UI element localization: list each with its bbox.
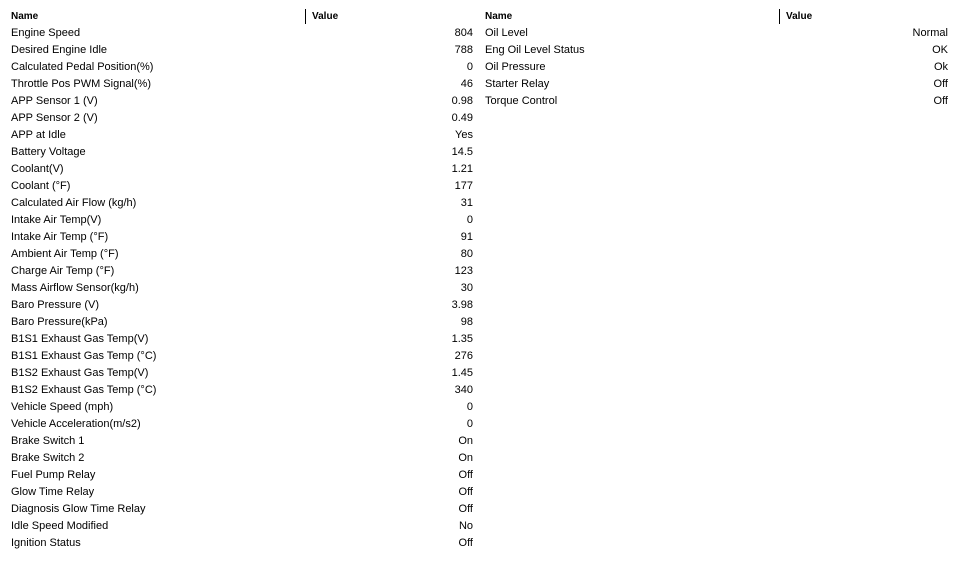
parameter-name: Brake Switch 1 <box>11 435 85 447</box>
table-row[interactable] <box>6 450 478 467</box>
parameter-name: APP at Idle <box>11 129 66 141</box>
table-row[interactable] <box>480 76 952 93</box>
parameter-name: B1S2 Exhaust Gas Temp(V) <box>11 367 149 379</box>
table-row[interactable] <box>6 331 478 348</box>
table-row[interactable] <box>6 110 478 127</box>
parameter-value: 340 <box>454 384 473 396</box>
table-row[interactable] <box>6 433 478 450</box>
parameter-name: APP Sensor 1 (V) <box>11 95 98 107</box>
parameter-value: 0 <box>466 418 473 430</box>
table-row[interactable] <box>6 195 478 212</box>
parameter-name: Ambient Air Temp (°F) <box>11 248 119 260</box>
parameter-value: 0.98 <box>451 95 473 107</box>
right-table-body <box>480 25 952 110</box>
table-row[interactable] <box>480 59 952 76</box>
table-row[interactable] <box>6 263 478 280</box>
value-column-header[interactable]: Value <box>786 11 813 22</box>
parameter-value: Off <box>458 486 473 498</box>
parameter-value: 14.5 <box>451 146 473 158</box>
table-row[interactable] <box>6 178 478 195</box>
parameter-value: 3.98 <box>451 299 473 311</box>
parameter-name: Oil Level <box>485 27 528 39</box>
parameter-name: B1S1 Exhaust Gas Temp(V) <box>11 333 149 345</box>
parameter-name: Mass Airflow Sensor(kg/h) <box>11 282 139 294</box>
parameter-value: Ok <box>933 61 948 73</box>
table-row[interactable] <box>6 42 478 59</box>
table-row[interactable] <box>6 246 478 263</box>
table-row[interactable] <box>6 297 478 314</box>
parameter-value: 46 <box>460 78 473 90</box>
parameter-value: 80 <box>460 248 473 260</box>
parameter-name: Charge Air Temp (°F) <box>11 265 115 277</box>
parameter-name: APP Sensor 2 (V) <box>11 112 98 124</box>
parameter-name: Brake Switch 2 <box>11 452 85 464</box>
parameter-value: 1.21 <box>451 163 473 175</box>
parameter-name: Vehicle Acceleration(m/s2) <box>11 418 141 430</box>
parameter-name: Calculated Pedal Position(%) <box>11 61 154 73</box>
table-row[interactable] <box>6 212 478 229</box>
parameter-name: Vehicle Speed (mph) <box>11 401 114 413</box>
table-row[interactable] <box>6 467 478 484</box>
parameter-value: On <box>458 452 473 464</box>
table-row[interactable] <box>6 365 478 382</box>
left-table-body <box>6 25 478 552</box>
parameter-value: 276 <box>454 350 473 362</box>
table-row[interactable] <box>6 399 478 416</box>
parameter-name: Throttle Pos PWM Signal(%) <box>11 78 151 90</box>
table-row[interactable] <box>6 93 478 110</box>
table-row[interactable] <box>6 314 478 331</box>
table-row[interactable] <box>6 25 478 42</box>
table-row[interactable] <box>6 76 478 93</box>
table-row[interactable] <box>6 280 478 297</box>
table-row[interactable] <box>6 161 478 178</box>
parameter-value: Off <box>458 503 473 515</box>
parameter-name: Torque Control <box>485 95 558 107</box>
table-row[interactable] <box>6 229 478 246</box>
parameter-value: No <box>458 520 473 532</box>
parameter-value: 123 <box>454 265 473 277</box>
parameter-value: 1.35 <box>451 333 473 345</box>
parameter-value: Off <box>933 95 948 107</box>
table-row[interactable] <box>6 382 478 399</box>
parameter-name: B1S2 Exhaust Gas Temp (°C) <box>11 384 157 396</box>
table-row[interactable] <box>480 93 952 110</box>
table-row[interactable] <box>6 59 478 76</box>
name-column-header[interactable]: Name <box>11 11 39 22</box>
parameter-value: On <box>458 435 473 447</box>
table-row[interactable] <box>6 348 478 365</box>
parameter-name: Intake Air Temp(V) <box>11 214 102 226</box>
parameter-value: 31 <box>460 197 473 209</box>
table-row[interactable] <box>480 42 952 59</box>
parameter-name: Coolant(V) <box>11 163 64 175</box>
parameter-value: Off <box>458 537 473 549</box>
table-row[interactable] <box>6 144 478 161</box>
parameter-value: 804 <box>454 27 473 39</box>
column-resize-handle[interactable] <box>305 9 306 24</box>
value-column-header[interactable]: Value <box>312 11 339 22</box>
table-row[interactable] <box>480 25 952 42</box>
parameter-name: Battery Voltage <box>11 146 86 158</box>
name-column-header[interactable]: Name <box>485 11 513 22</box>
table-row[interactable] <box>6 535 478 552</box>
table-row[interactable] <box>6 518 478 535</box>
table-row[interactable] <box>6 127 478 144</box>
table-row[interactable] <box>6 416 478 433</box>
parameter-name: Eng Oil Level Status <box>485 44 585 56</box>
parameter-name: Baro Pressure(kPa) <box>11 316 108 328</box>
parameter-value: 98 <box>460 316 473 328</box>
parameter-value: 0 <box>466 61 473 73</box>
parameter-name: Idle Speed Modified <box>11 520 109 532</box>
parameter-value: OK <box>932 44 948 56</box>
parameter-value: Normal <box>912 27 948 39</box>
parameter-name: Engine Speed <box>11 27 81 39</box>
parameter-name: Diagnosis Glow Time Relay <box>11 503 146 515</box>
right-parameter-table <box>480 8 952 110</box>
parameter-value: 91 <box>460 231 473 243</box>
column-resize-handle[interactable] <box>779 9 780 24</box>
parameter-name: Fuel Pump Relay <box>11 469 96 481</box>
parameter-value: 0 <box>466 401 473 413</box>
left-parameter-table <box>6 8 478 552</box>
parameter-name: Glow Time Relay <box>11 486 95 498</box>
parameter-value: 177 <box>454 180 473 192</box>
parameter-name: B1S1 Exhaust Gas Temp (°C) <box>11 350 157 362</box>
parameter-value: 0 <box>466 214 473 226</box>
parameter-value: 30 <box>460 282 473 294</box>
table-row[interactable] <box>6 501 478 518</box>
parameter-name: Oil Pressure <box>485 61 546 73</box>
left-table-header <box>6 8 478 25</box>
parameter-value: Yes <box>455 129 473 141</box>
parameter-name: Starter Relay <box>485 78 550 90</box>
parameter-name: Intake Air Temp (°F) <box>11 231 109 243</box>
parameter-name: Calculated Air Flow (kg/h) <box>11 197 137 209</box>
parameter-value: 1.45 <box>451 367 473 379</box>
parameter-name: Coolant (°F) <box>11 180 71 192</box>
parameter-value: 0.49 <box>451 112 473 124</box>
right-table-header <box>480 8 952 25</box>
parameter-name: Desired Engine Idle <box>11 44 108 56</box>
table-row[interactable] <box>6 484 478 501</box>
parameter-value: 788 <box>454 44 473 56</box>
parameter-value: Off <box>933 78 948 90</box>
parameter-name: Ignition Status <box>11 537 81 549</box>
parameter-name: Baro Pressure (V) <box>11 299 100 311</box>
parameter-value: Off <box>458 469 473 481</box>
